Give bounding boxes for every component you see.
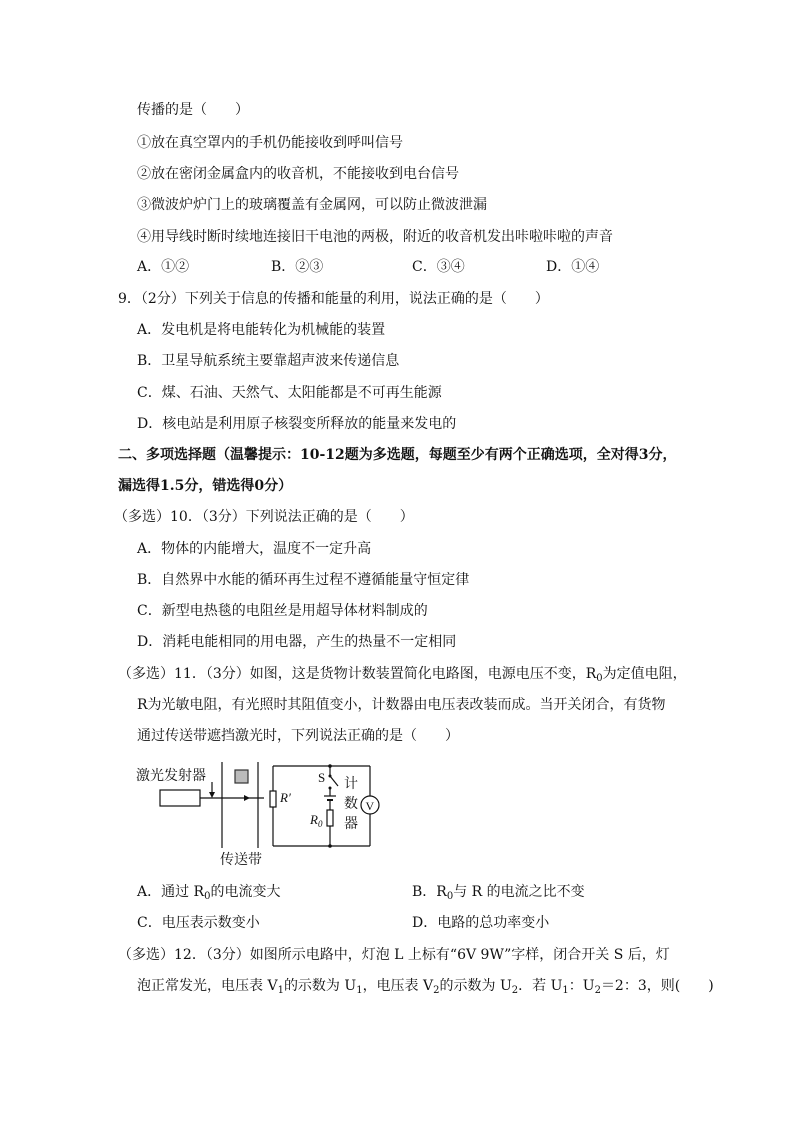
fixed-resistor bbox=[327, 810, 333, 826]
cargo-box bbox=[235, 770, 248, 783]
q10-option-c: C．新型电热毯的电阻丝是用超导体材料制成的 bbox=[137, 603, 428, 619]
q11-option-c: C．电压表示数变小 bbox=[137, 915, 260, 931]
counter-label-1: 计 bbox=[344, 775, 358, 791]
q10-stem: （多选）10．（3分）下列说法正确的是（ ） bbox=[114, 509, 414, 525]
q9-stem: 9．（2分）下列关于信息的传播和能量的利用，说法正确的是（ ） bbox=[118, 291, 549, 307]
q9-option-b: B．卫星导航系统主要靠超声波来传递信息 bbox=[137, 353, 400, 369]
q8-stem-tail: 传播的是（ ） bbox=[137, 102, 249, 118]
q11-stem-line-3: 通过传送带遮挡激光时，下列说法正确的是（ ） bbox=[137, 728, 459, 744]
q8-item-1: ①放在真空罩内的手机仍能接收到呼叫信号 bbox=[137, 135, 403, 151]
q11-stem-line-1: （多选）11．（3分）如图，这是货物计数装置简化电路图，电源电压不变，$R_0$为定值电阻， bbox=[118, 666, 687, 684]
q9-option-c: C．煤、石油、天然气、太阳能都是不可再生能源 bbox=[137, 385, 442, 401]
photoresistor-label: R′ bbox=[280, 790, 291, 805]
q10-option-d: D．消耗电能相同的用电器，产生的热量不一定相同 bbox=[137, 634, 457, 650]
photoresistor bbox=[270, 791, 276, 807]
conveyor-belt-label: 传送带 bbox=[220, 851, 262, 867]
q12-stem-line-2: 泡正常发光，电压表 $V_1$的示数为 $U_1$，电压表 $V_2$的示数为 $U_2$．若 $U_1$：$U_2=2$：3，则( ) bbox=[137, 978, 714, 996]
q8-item-4: ④用导线时断时续地连接旧干电池的两极，附近的收音机发出咔啦咔啦的声音 bbox=[137, 229, 613, 245]
q8-item-2: ②放在密闭金属盒内的收音机，不能接收到电台信号 bbox=[137, 166, 459, 182]
q8-option-c: C．③④ bbox=[412, 259, 465, 275]
q10-option-a: A．物体的内能增大，温度不一定升高 bbox=[137, 541, 372, 557]
laser-emitter-box bbox=[160, 790, 200, 806]
q12-stem-line-1: （多选）12．（3分）如图所示电路中，灯泡 L 上标有“6V 9W”字样，闭合开关 S 后，灯 bbox=[118, 947, 670, 963]
section-2-heading: 二、多项选择题（温馨提示：10-12题为多选题，每题至少有两个正确选项，全对得3分， bbox=[118, 447, 677, 463]
q8-option-a: A．①② bbox=[137, 259, 190, 275]
switch-label: S bbox=[318, 770, 326, 785]
q11-option-b: B．$R_0$与 R 的电流之比不变 bbox=[412, 884, 585, 902]
q9-option-d: D．核电站是利用原子核裂变所释放的能量来发电的 bbox=[137, 416, 457, 432]
fixed-resistor-label: $R_0$ bbox=[310, 812, 323, 829]
q11-option-a: A．通过 $R_0$的电流变大 bbox=[137, 884, 281, 902]
q9-option-a: A．发电机是将电能转化为机械能的装置 bbox=[137, 322, 386, 338]
switch-blade bbox=[330, 776, 338, 786]
q8-option-b: B．②③ bbox=[271, 259, 324, 275]
section-2-heading-cont: 漏选得1.5分，错选得0分） bbox=[118, 478, 293, 494]
q11-option-d: D．电路的总功率变小 bbox=[412, 915, 550, 931]
laser-arrow-icon bbox=[244, 795, 250, 801]
laser-emitter-label: 激光发射器 bbox=[136, 767, 206, 783]
q11-stem-line-2: R为光敏电阻，有光照时其阻值变小，计数器由电压表改装而成。当开关闭合，有货物 bbox=[137, 697, 666, 713]
q8-option-d: D．①④ bbox=[546, 259, 600, 275]
counter-label-2: 数 bbox=[344, 795, 358, 811]
q11-circuit-diagram bbox=[134, 758, 394, 868]
q8-item-3: ③微波炉炉门上的玻璃覆盖有金属网，可以防止微波泄漏 bbox=[137, 197, 487, 213]
voltmeter-label: V bbox=[365, 799, 375, 813]
counter-label-3: 器 bbox=[344, 815, 358, 831]
q10-option-b: B．自然界中水能的循环再生过程不遵循能量守恒定律 bbox=[137, 572, 470, 588]
